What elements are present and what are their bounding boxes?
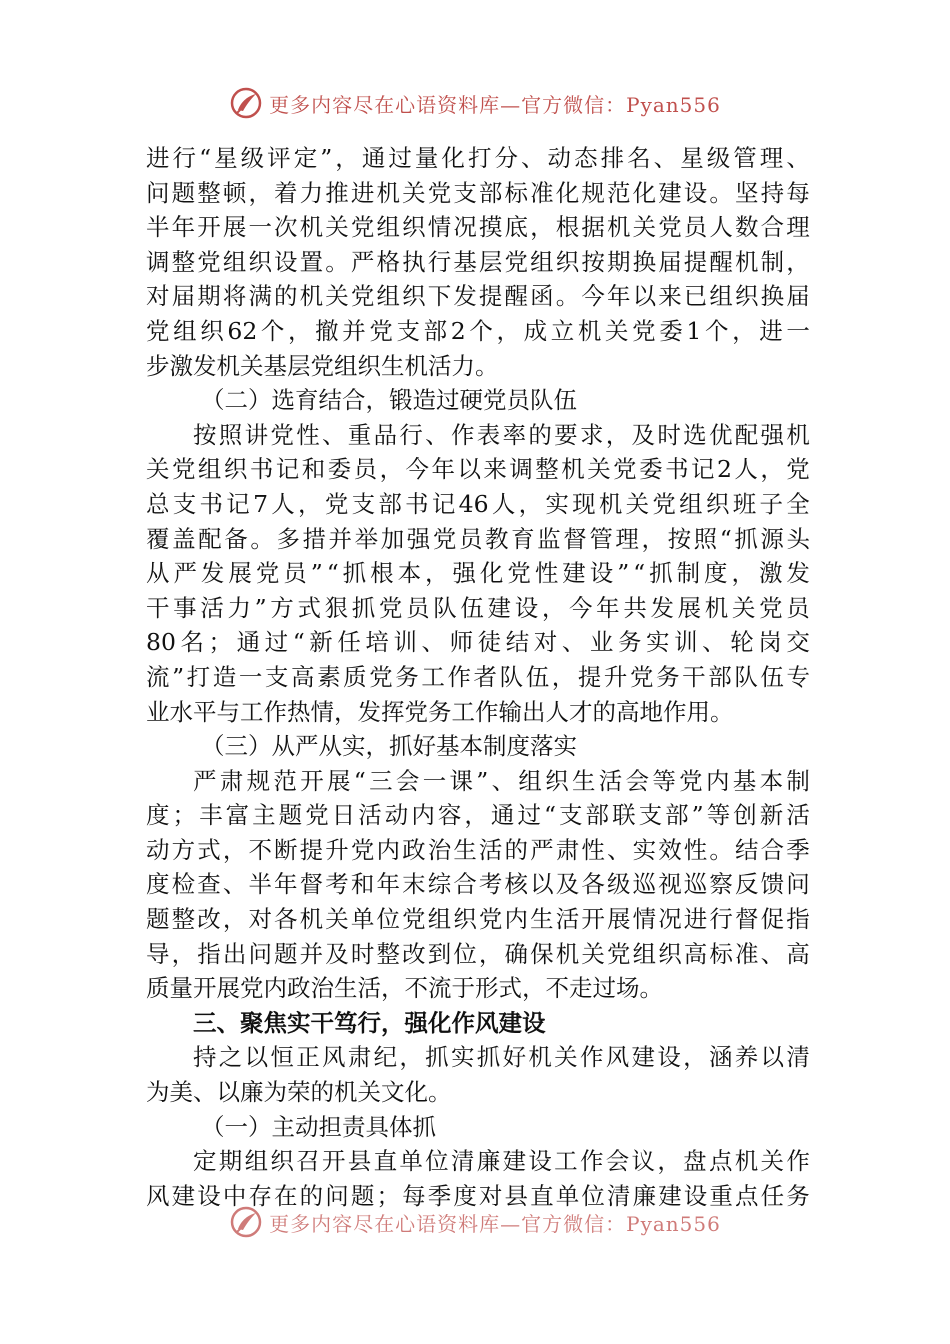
text-line: 为美、以廉为荣的机关文化。	[146, 1078, 452, 1107]
watermark-logo-icon	[229, 86, 263, 120]
watermark-text: 更多内容尽在心语资料库—官方微信：Pyan556	[269, 1211, 721, 1236]
text-line: 题 整 改 ， 对 各 机 关 单 位 党 组 织 党 内 生 活 开 展 情 况 进 行 督 促 指	[146, 905, 810, 934]
text-line: 覆 盖 配 备 。 多 措 并 举 加 强 党 员 教 育 监 督 管 理 ， 按 照 “ 抓 源 头	[146, 524, 810, 553]
section-heading: （三）从严从实，抓好基本制度落实	[201, 732, 577, 761]
text-line: 80 名 ； 通 过 “ 新 任 培 训 、 师 徒 结 对 、 业 务 实 训 、 轮 岗 交	[146, 628, 810, 657]
watermark-top	[0, 86, 950, 120]
document-body	[146, 141, 810, 1213]
text-line: 干 事 活 力 ” 方 式 狠 抓 党 员 队 伍 建 设 ， 今 年 共 发 展 机 关 党 员	[146, 593, 810, 622]
text-line: 度 ； 丰 富 主 题 党 日 活 动 内 容 ， 通 过 “ 支 部 联 支 部 ” 等 创 新 活	[146, 801, 810, 830]
section-heading: （一）主动担责具体抓	[201, 1112, 436, 1141]
text-line: 调 整 党 组 织 设 置 。 严 格 执 行 基 层 党 组 织 按 期 换 届 提 醒 机 制 ，	[146, 247, 810, 276]
watermark-bottom	[0, 1205, 950, 1239]
text-line: 从 严 发 展 党 员 ” “ 抓 根 本 ， 强 化 党 性 建 设 ” “ 抓 制 度 ， 激 发	[146, 559, 810, 588]
text-line: 业水平与工作热情，发挥党务工作输出人才的高地作用。	[146, 697, 734, 726]
text-line: 定 期 组 织 召 开 县 直 单 位 清 廉 建 设 工 作 会 议 ， 盘 点 机 关 作	[193, 1147, 810, 1176]
text-line: 度 检 查 、 半 年 督 考 和 年 末 综 合 考 核 以 及 各 级 巡 视 巡 察 反 馈 问	[146, 870, 810, 899]
text-line: 按 照 讲 党 性 、 重 品 行 、 作 表 率 的 要 求 ， 及 时 选 优 配 强 机	[193, 420, 810, 449]
text-line: 动 方 式 ， 不 断 提 升 党 内 政 治 生 活 的 严 肃 性 、 实 效 性 。 结 合 季	[146, 835, 810, 864]
section-heading: 三、聚焦实干笃行，强化作风建设	[193, 1008, 546, 1037]
watermark-text: 更多内容尽在心语资料库—官方微信：Pyan556	[269, 92, 721, 117]
text-line: 步激发机关基层党组织生机活力。	[146, 351, 499, 380]
text-line: 党 组 织 62 个 ， 撤 并 党 支 部 2 个 ， 成 立 机 关 党 委 1 个 ， 进 一	[146, 316, 810, 345]
section-heading: （二）选育结合，锻造过硬党员队伍	[201, 386, 577, 415]
text-line: 关 党 组 织 书 记 和 委 员 ， 今 年 以 来 调 整 机 关 党 委 书 记 2 人 ， 党	[146, 455, 810, 484]
text-line: 持 之 以 恒 正 风 肃 纪 ， 抓 实 抓 好 机 关 作 风 建 设 ， 涵 养 以 清	[193, 1043, 810, 1072]
text-line: 风 建 设 中 存 在 的 问 题 ； 每 季 度 对 县 直 单 位 清 廉 建 设 重 点 任 务	[146, 1181, 810, 1210]
text-line: 问 题 整 顿 ， 着 力 推 进 机 关 党 支 部 标 准 化 规 范 化 建 设 。 坚 持 每	[146, 178, 810, 207]
text-line: 严 肃 规 范 开 展 “ 三 会 一 课 ” 、 组 织 生 活 会 等 党 内 基 本 制	[193, 766, 810, 795]
text-line: 半 年 开 展 一 次 机 关 党 组 织 情 况 摸 底 ， 根 据 机 关 党 员 人 数 合 理	[146, 213, 810, 242]
watermark-logo-icon	[229, 1205, 263, 1239]
text-line: 质量开展党内政治生活，不流于形式，不走过场。	[146, 974, 663, 1003]
text-line: 流 ” 打 造 一 支 高 素 质 党 务 工 作 者 队 伍 ， 提 升 党 务 干 部 队 伍 专	[146, 662, 810, 691]
text-line: 进 行 “ 星 级 评 定 ” ， 通 过 量 化 打 分 、 动 态 排 名 、 星 级 管 理 、	[146, 144, 810, 172]
text-line: 对 届 期 将 满 的 机 关 党 组 织 下 发 提 醒 函 。 今 年 以 来 已 组 织 换 届	[146, 282, 810, 311]
text-line: 总 支 书 记 7 人 ， 党 支 部 书 记 46 人 ， 实 现 机 关 党 组 织 班 子 全	[146, 489, 810, 518]
text-line: 导 ， 指 出 问 题 并 及 时 整 改 到 位 ， 确 保 机 关 党 组 织 高 标 准 、 高	[146, 939, 810, 968]
